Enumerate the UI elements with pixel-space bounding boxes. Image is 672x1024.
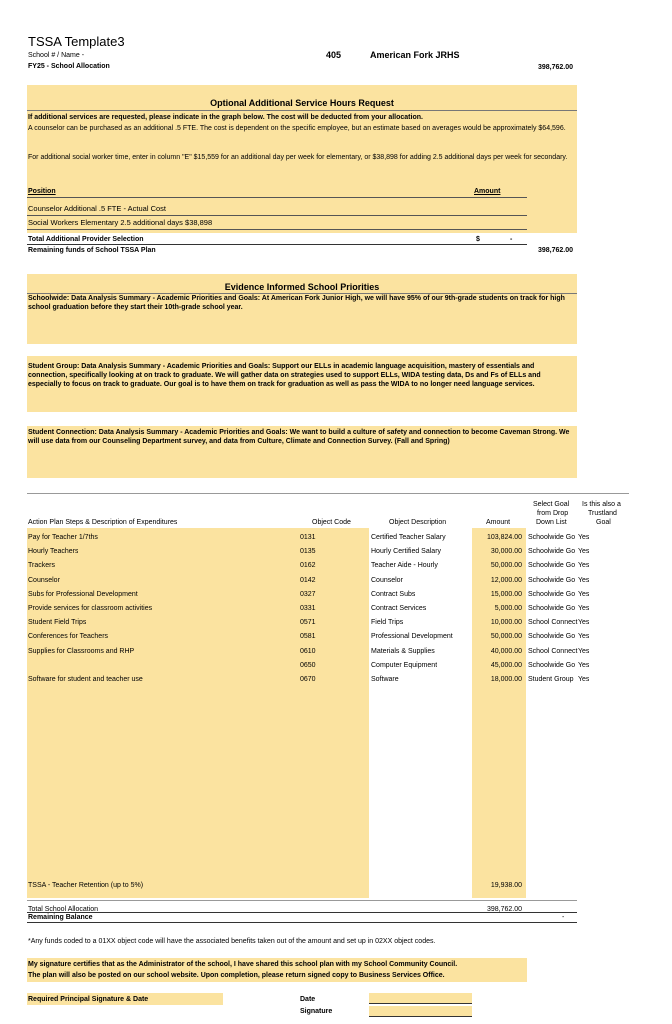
- header-amount: Amount: [486, 519, 511, 526]
- date-label: Date: [300, 996, 316, 1003]
- row-object-code[interactable]: 0131: [300, 534, 316, 541]
- row-step[interactable]: Trackers: [28, 562, 55, 569]
- header-goal-line1: Select Goal: [533, 501, 570, 508]
- row-amount[interactable]: 15,000.00: [490, 591, 522, 598]
- amount-header: Amount: [474, 188, 501, 195]
- row-step[interactable]: Provide services for classroom activities: [28, 605, 153, 612]
- row-object-description[interactable]: Contract Subs: [371, 591, 416, 598]
- header-steps: Action Plan Steps & Description of Expenditures: [28, 519, 178, 526]
- row-amount[interactable]: 5,000.00: [494, 605, 522, 612]
- row-amount[interactable]: 18,000.00: [490, 676, 522, 683]
- social-worker-note: For additional social worker time, enter in column "E" $15,559 for an additional day per week for elementary, or $38,898 for adding 2.5 additional days per week for secondary.: [28, 154, 568, 161]
- header-trustland-line1: Is this also a: [582, 501, 621, 508]
- position-header: Position: [28, 188, 56, 195]
- counselor-amount-input[interactable]: [470, 200, 527, 213]
- row-trustland[interactable]: Yes: [578, 534, 590, 541]
- fy-allocation: 398,762.00: [537, 64, 573, 71]
- row-object-code[interactable]: 0581: [300, 633, 316, 640]
- row-trustland[interactable]: Yes: [578, 548, 590, 555]
- row-amount[interactable]: 12,000.00: [490, 577, 522, 584]
- row-object-description[interactable]: Professional Development: [371, 633, 453, 640]
- row-step[interactable]: Supplies for Classrooms and RHP: [28, 648, 135, 655]
- fy-label: FY25 - School Allocation: [28, 63, 110, 70]
- student-group-goal[interactable]: Student Group: Data Analysis Summary - Academic Priorities and Goals: Support our ELLs in academic language acquisition, mastery of essentials and connection, specifically looking at on track to graduate. We will gather data on strategies used to support ELLs, WIDA testing data, Ds and Fs of ELLs and especially to focus on track to graduate. Our goal is to have them on track for graduation as well as pass the WIDA to no longer need language services.: [28, 363, 541, 388]
- row-amount[interactable]: 50,000.00: [490, 562, 522, 569]
- student-connection-goal[interactable]: Student Connection: Data Analysis Summary - Academic Priorities and Goals: We want to build a culture of safety and connection to become Caveman Strong. We will use data from our Counseling Department survey, and data from Culture, Climate and Connection Survey. (Fall and Spring): [28, 429, 570, 445]
- header-goal-line2: from Drop: [537, 510, 569, 517]
- row-trustland[interactable]: Yes: [578, 648, 590, 655]
- row-object-code[interactable]: 0650: [300, 662, 316, 669]
- header-goal-line3: Down List: [536, 519, 567, 526]
- row-amount[interactable]: 30,000.00: [490, 548, 522, 555]
- remaining-funds-label: Remaining funds of School TSSA Plan: [28, 247, 156, 254]
- row-object-code[interactable]: 0142: [300, 577, 316, 584]
- counselor-note: A counselor can be purchased as an additional .5 FTE. The cost is dependent on the specific employee, but an estimate based on averages would be approximately $64,596.: [28, 125, 566, 132]
- page-title: TSSA Template3: [28, 34, 125, 49]
- header-object-code: Object Code: [312, 519, 351, 526]
- row-object-description[interactable]: Counselor: [371, 577, 403, 584]
- counselor-row-label: Counselor Additional .5 FTE - Actual Cost: [28, 204, 166, 213]
- retention-label: TSSA - Teacher Retention (up to 5%): [28, 882, 144, 889]
- school-label: School # / Name -: [28, 52, 85, 59]
- row-object-description[interactable]: Contract Services: [371, 605, 427, 612]
- row-object-description[interactable]: Hourly Certified Salary: [371, 548, 442, 555]
- row-goal[interactable]: Student Group: [528, 676, 574, 683]
- signature-label: Signature: [300, 1008, 333, 1015]
- row-trustland[interactable]: Yes: [578, 676, 590, 683]
- remaining-balance-value: -: [562, 914, 565, 921]
- certification-line2: The plan will also be posted on our school website. Upon completion, please return signed copy to Business Services Office.: [28, 972, 445, 979]
- retention-value[interactable]: 19,938.00: [490, 882, 522, 889]
- row-trustland[interactable]: Yes: [578, 562, 590, 569]
- row-step[interactable]: Conferences for Teachers: [28, 633, 109, 640]
- optional-heading: Optional Additional Service Hours Request: [210, 98, 394, 108]
- total-allocation-label: Total School Allocation: [28, 906, 99, 913]
- optional-instruction: If additional services are requested, please indicate in the graph below. The cost will be deducted from your allocation.: [28, 114, 423, 121]
- row-object-code[interactable]: 0162: [300, 562, 316, 569]
- row-amount[interactable]: 103,824.00: [486, 534, 522, 541]
- date-field[interactable]: [369, 993, 472, 1004]
- row-amount[interactable]: 40,000.00: [490, 648, 522, 655]
- certification-line1: My signature certifies that as the Administrator of the school, I have shared this school plan with my School Community Council.: [28, 961, 458, 968]
- priorities-heading: Evidence Informed School Priorities: [224, 282, 380, 292]
- row-trustland[interactable]: Yes: [578, 577, 590, 584]
- row-object-description[interactable]: Field Trips: [371, 619, 404, 626]
- school-number: 405: [326, 50, 342, 60]
- social-worker-amount-input[interactable]: [470, 216, 527, 229]
- row-goal[interactable]: School Connect: [528, 619, 578, 626]
- row-goal[interactable]: Schoolwide Go: [528, 577, 576, 584]
- row-object-description[interactable]: Computer Equipment: [371, 662, 438, 669]
- row-goal[interactable]: Schoolwide Go: [528, 591, 576, 598]
- row-object-description[interactable]: Certified Teacher Salary: [371, 534, 446, 541]
- row-goal[interactable]: School Connect: [528, 648, 578, 655]
- row-step[interactable]: Pay for Teacher 1/7ths: [28, 534, 98, 541]
- header-trustland-line3: Goal: [596, 519, 611, 526]
- row-object-description[interactable]: Materials & Supplies: [371, 648, 435, 655]
- row-object-code[interactable]: 0327: [300, 591, 316, 598]
- remaining-funds-value: 398,762.00: [537, 247, 573, 254]
- row-trustland[interactable]: Yes: [578, 633, 590, 640]
- steps-column-bg: [27, 528, 369, 898]
- row-object-code[interactable]: 0135: [300, 548, 316, 555]
- row-step[interactable]: Software for student and teacher use: [28, 676, 143, 683]
- row-trustland[interactable]: Yes: [578, 662, 590, 669]
- total-provider-value: -: [510, 236, 513, 243]
- row-object-code[interactable]: 0331: [300, 605, 316, 612]
- header-trustland-line2: Trustland: [588, 510, 617, 517]
- row-goal[interactable]: Schoolwide Go: [528, 548, 576, 555]
- row-goal[interactable]: Schoolwide Go: [528, 633, 576, 640]
- row-object-code[interactable]: 0610: [300, 648, 316, 655]
- remaining-balance-label: Remaining Balance: [28, 914, 93, 921]
- school-name: American Fork JRHS: [370, 50, 460, 60]
- row-object-description[interactable]: Teacher Aide - Hourly: [371, 562, 438, 569]
- row-object-code[interactable]: 0571: [300, 619, 316, 626]
- row-amount[interactable]: 45,000.00: [490, 662, 522, 669]
- row-step[interactable]: Hourly Teachers: [28, 548, 79, 555]
- row-step[interactable]: Subs for Professional Development: [28, 591, 138, 598]
- row-goal[interactable]: Schoolwide Go: [528, 562, 576, 569]
- signature-required-label: Required Principal Signature & Date: [28, 996, 149, 1003]
- total-allocation-value: 398,762.00: [486, 906, 522, 913]
- header-object-description: Object Description: [389, 519, 447, 526]
- row-trustland[interactable]: Yes: [578, 619, 590, 626]
- row-object-description[interactable]: Software: [371, 676, 399, 683]
- row-object-code[interactable]: 0670: [300, 676, 316, 683]
- row-goal[interactable]: Schoolwide Go: [528, 605, 576, 612]
- row-goal[interactable]: Schoolwide Go: [528, 534, 576, 541]
- row-amount[interactable]: 10,000.00: [490, 619, 522, 626]
- row-trustland[interactable]: Yes: [578, 591, 590, 598]
- social-worker-row-label: Social Workers Elementary 2.5 additional days $38,898: [28, 218, 213, 227]
- signature-field[interactable]: [369, 1006, 472, 1017]
- row-step[interactable]: Student Field Trips: [28, 619, 87, 626]
- schoolwide-goal[interactable]: Schoolwide: Data Analysis Summary - Academic Priorities and Goals: At American Fork Junior High, we will have 95% of our 9th-grade students on track for high school graduation before they start their 10th-grade school year.: [28, 295, 565, 311]
- benefits-note: *Any funds coded to a 01XX object code will have the associated benefits taken out of the amount and set up in 02XX object codes.: [28, 938, 436, 945]
- row-step[interactable]: Counselor: [28, 577, 60, 584]
- row-trustland[interactable]: Yes: [578, 605, 590, 612]
- row-goal[interactable]: Schoolwide Go: [528, 662, 576, 669]
- row-amount[interactable]: 50,000.00: [490, 633, 522, 640]
- total-provider-currency: $: [476, 236, 480, 243]
- total-provider-label: Total Additional Provider Selection: [28, 236, 144, 243]
